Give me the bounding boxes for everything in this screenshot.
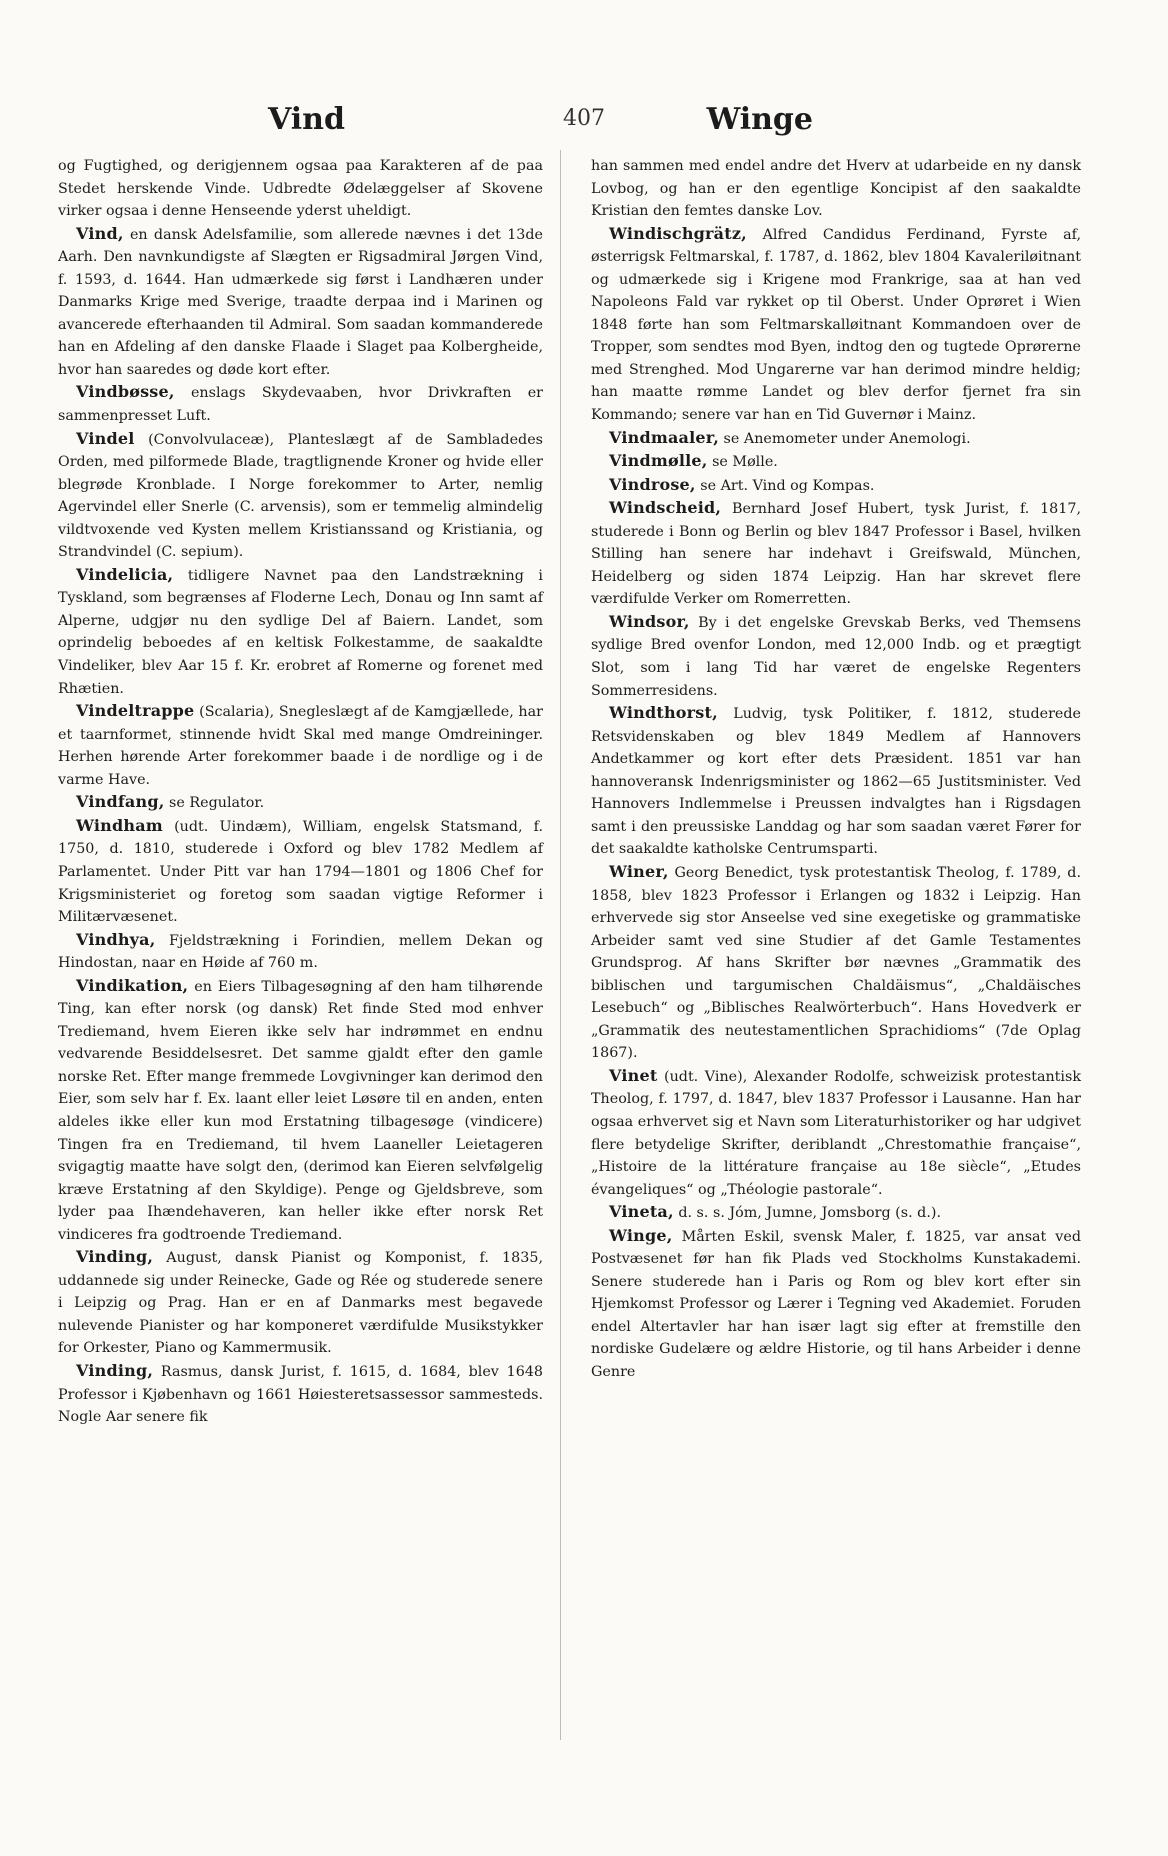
- entry-headword: Vineta,: [609, 1202, 674, 1222]
- entry-headword: Vinet: [609, 1065, 658, 1085]
- entry-text: (udt. Vine), Alexander Rodolfe, schweizisk protestantisk Theolog, f. 1797, d. 1847, blev 1837 Professor i Lausanne. Han har ogsaa erhvervet sig et Navn som Literaturhistoriker og har udgivet flere betydelige Skrifter, deriblandt „Chrestomathie française“, „Histoire de la littérature française au 18e siècle“, „Etudes évangeliques“ og „Théologie pastorale“.: [591, 1068, 1081, 1198]
- entry-headword: Vindfang,: [76, 792, 165, 812]
- entry-text: en dansk Adelsfamilie, som allerede nævnes i det 13de Aarh. Den navnkundigste af Slægten er Rigsadmiral Jørgen Vind, f. 1593, d. 1644. Han udmærkede sig først i Landhæren under Danmarks Krige med Sverige, traadte derpaa ind i Marinen og avancerede efterhaanden til Admiral. Som saadan kommanderede han en Afdeling af den danske Flaade i Slaget paa Kolbergheide, hvor han saaredes og døde kort efter.: [58, 226, 543, 378]
- entry-headword: Vinding,: [76, 1360, 154, 1380]
- dictionary-entry: [591, 1065, 1081, 1201]
- entry-text: tidligere Navnet paa den Landstrækning i Tyskland, som begrænses af Floderne Lech, Donau og Inn samt af Alperne, udgjør nu den sydlige Del af Baiern. Landet, som oprindelig beboedes af en keltisk Folkestamme, de saakaldte Vindeliker, blev Aar 15 f. Kr. erobret af Romerne og forenet med Rhætien.: [58, 567, 544, 697]
- entry-text: Alfred Candidus Ferdinand, Fyrste af, østerrigsk Feltmarskal, f. 1787, d. 1862, blev 1804 Kavaleriløitnant og udmærkede sig i Krigene mod Frankrige, saa at han ved Napoleons Fald var rykket op til Oberst. Under Oprøret i Wien 1848 førte han som Feltmarskalløitnant Kommandoen over de Tropper, som sendtes mod Byen, indtog den og tugtede Oprørerne med Strenghed. Mod Ungarerne var han derimod mindre heldig; han maatte rømme Landet og blev derfor fjernet fra sin Kommando; senere var han en Tid Guvernør i Mainz.: [591, 226, 1081, 424]
- column-divider: [560, 150, 561, 1740]
- entry-headword: Windham: [76, 815, 163, 835]
- entry-headword: Vindel: [76, 428, 135, 448]
- dictionary-entry: [58, 975, 543, 1247]
- entry-headword: Vindelicia,: [76, 564, 174, 584]
- dictionary-entry: [591, 223, 1081, 427]
- dictionary-entry: [591, 1225, 1081, 1384]
- dictionary-entry: [58, 815, 543, 929]
- entry-headword: Windsor,: [609, 611, 690, 631]
- entry-text: August, dansk Pianist og Komponist, f. 1835, uddannede sig under Reinecke, Gade og Rée og studerede senere i Leipzig og Prag. Han er en af Danmarks mest begavede nulevende Pianister og har komponeret værdifulde Musikstykker for Orkester, Piano og Kammermusik.: [58, 1250, 543, 1357]
- dictionary-entry: [58, 700, 543, 791]
- dictionary-entry: [58, 564, 543, 700]
- dictionary-entry: [58, 381, 543, 427]
- entry-continuation: [58, 155, 543, 223]
- entry-headword: Windthorst,: [609, 703, 718, 723]
- entry-text: enslags Skydevaaben, hvor Drivkraften er sammenpresset Luft.: [58, 385, 544, 425]
- dictionary-entry: [58, 929, 543, 975]
- entry-text: Mårten Eskil, svensk Maler, f. 1825, var ansat ved Postvæsenet før han fik Plads ved Stockholms Kunstakademi. Senere studerede han i Paris og Rom og blev kort efter sin Hjemkomst Professor og Lærer i Tegning ved Akademiet. Foruden endel Altertavler har han især lagt sig efter at fremstille den nordiske Gudelære og ældre Historie, og til hans Arbeider i denne Genre: [591, 1228, 1081, 1380]
- entry-text: se Art. Vind og Kompas.: [700, 477, 875, 494]
- entry-headword: Winer,: [609, 861, 669, 881]
- page-number: 407: [563, 106, 605, 131]
- dictionary-entry: [591, 861, 1081, 1065]
- entry-text: (Scalaria), Snegleslægt af de Kamgjællede, har et taarnformet, stinnende hvidt Skal med mange Omdreininger. Herhen hørende Arter forekommer baade i de nordlige og i de varme Have.: [58, 704, 543, 788]
- entry-headword: Vindhya,: [76, 929, 156, 949]
- dictionary-entry: [58, 1360, 543, 1429]
- entry-headword: Vindrose,: [609, 474, 696, 494]
- entry-text: Bernhard Josef Hubert, tysk Jurist, f. 1817, studerede i Bonn og Berlin og blev 1847 Professor i Basel, hvilken Stilling han senere har indehavt i Greifswald, München, Heidelberg og siden 1874 Leipzig. Han har skrevet flere værdifulde Verker om Romerretten.: [591, 501, 1082, 608]
- dictionary-entry: [58, 791, 543, 815]
- entry-headword: Windscheid,: [609, 498, 722, 518]
- entry-headword: Vindmaaler,: [609, 427, 719, 447]
- entry-text: Ludvig, tysk Politiker, f. 1812, studerede Retsvidenskaben og blev 1849 Medlem af Hannovers Andetkammer og kort efter dets Præsident. 1851 var han hannoveransk Indenrigsminister og 1862—65 Justitsminister. Ved Hannovers Indlemmelse i Preussen indvalgtes han i Rigsdagen samt i den preussiske Landdag og har som saadan været Fører for det saakaldte katholske Centrumsparti.: [591, 706, 1082, 858]
- entry-headword: Winge,: [609, 1225, 673, 1245]
- dictionary-entry: [591, 611, 1081, 702]
- dictionary-entry: [58, 428, 543, 564]
- header-left-word: Vind: [268, 102, 345, 137]
- dictionary-entry: [591, 450, 1081, 474]
- entry-continuation: [591, 155, 1081, 223]
- entry-text: se Regulator.: [169, 795, 265, 812]
- dictionary-entry: [58, 223, 543, 382]
- running-header: [60, 96, 1108, 146]
- dictionary-entry: [591, 1201, 1081, 1225]
- entry-text: Rasmus, dansk Jurist, f. 1615, d. 1684, blev 1648 Professor i Kjøbenhavn og 1661 Høiesteretsassessor sammesteds. Nogle Aar senere fik: [58, 1363, 544, 1426]
- right-column: [591, 155, 1081, 1384]
- dictionary-entry: [591, 497, 1081, 611]
- entry-headword: Vindmølle,: [609, 451, 708, 471]
- entry-text: en Eiers Tilbagesøgning af den ham tilhørende Ting, kan efter norsk (og dansk) Ret finde Sted mod enhver Trediemand, hvem Eieren ikke selv har indrømmet en endnu vedvarende Besiddelsesret. Det samme gjaldt efter den gamle norske Ret. Efter mange fremmede Lovgivninger kan derimod den Eier, som selv har f. Ex. laant eller leiet Løsøre til en anden, enten aldeles ikke eller kun mod Erstatning tilbagesøge (vindicere) Tingen fra en Trediemand, til hvem Laaneller Leietageren svigagtig maatte have solgt den, (derimod kan Eieren selvfølgelig kræve Erstatning af den Skyldige). Penge og Gjeldsbreve, som lyder paa Ihændehaveren, kan heller ikke efter norsk Ret vindiceres fra godtroende Trediemand.: [58, 978, 543, 1243]
- entry-text: d. s. s. Jóm, Jumne, Jomsborg (s. d.).: [678, 1205, 941, 1222]
- entry-headword: Vindbøsse,: [76, 382, 175, 402]
- entry-text: han sammen med endel andre det Hverv at udarbeide en ny dansk Lovbog, og han er den egentlige Koncipist af den saakaldte Kristian den femtes danske Lov.: [591, 158, 1081, 220]
- entry-headword: Vinding,: [76, 1247, 154, 1267]
- entry-text: og Fugtighed, og derigjennem ogsaa paa Karakteren af de paa Stedet herskende Vinde. Udbredte Ødelæggelser af Skovene virker ogsaa i denne Henseende yderst uheldigt.: [58, 158, 543, 220]
- header-right-word: Winge: [706, 102, 813, 137]
- entry-headword: Vindikation,: [76, 975, 189, 995]
- dictionary-entry: [58, 1246, 543, 1360]
- entry-text: (udt. Uindæm), William, engelsk Statsmand, f. 1750, d. 1810, studerede i Oxford og blev 1782 Medlem af Parlamentet. Under Pitt var han 1794—1801 og 1806 Chef for Krigsministeriet og foretog som saadan vigtige Reformer i Militærvæsenet.: [58, 818, 544, 926]
- entry-text: By i det engelske Grevskab Berks, ved Themsens sydlige Bred ovenfor London, med 12,000 Indb. og et prægtigt Slot, som i lang Tid har været de engelske Regenters Sommerresidens.: [591, 614, 1081, 699]
- entry-headword: Vind,: [76, 223, 124, 243]
- dictionary-entry: [591, 427, 1081, 451]
- entry-headword: Windischgrätz,: [609, 223, 747, 243]
- entry-text: se Anemometer under Anemologi.: [723, 430, 971, 447]
- entry-text: se Mølle.: [712, 454, 778, 471]
- entry-text: Georg Benedict, tysk protestantisk Theolog, f. 1789, d. 1858, blev 1823 Professor i Erlangen og 1832 i Leipzig. Han erhvervede sig stor Anseelse ved sine exegetiske og grammatiske Arbeider samt ved sine Studier af det Gamle Testamentes Grundsprog. Af hans Skrifter bør nævnes „Grammatik des biblischen und targumischen Chaldäismus“, „Chaldäisches Lesebuch“ og „Biblisches Realwörterbuch“. Hans Hovedverk er „Grammatik des neutestamentlichen Sprachidioms“ (7de Oplag 1867).: [591, 864, 1081, 1062]
- entry-headword: Vindeltrappe: [76, 701, 195, 721]
- entry-text: Fjeldstrækning i Forindien, mellem Dekan og Hindostan, naar en Høide af 760 m.: [58, 932, 543, 972]
- entry-text: (Convolvulaceæ), Planteslægt af de Sambladedes Orden, med pilformede Blade, tragtlignende Kroner og hvide eller blegrøde Kronblade. I Norge forekommer to Arter, nemlig Agervindel eller Snerle (C. arvensis), som er temmelig almindelig vildtvoxende ved Kysten mellem Kristianssand og Kristiania, og Strandvindel (C. sepium).: [58, 431, 543, 561]
- dictionary-entry: [591, 474, 1081, 498]
- left-column: [58, 155, 543, 1429]
- dictionary-entry: [591, 702, 1081, 861]
